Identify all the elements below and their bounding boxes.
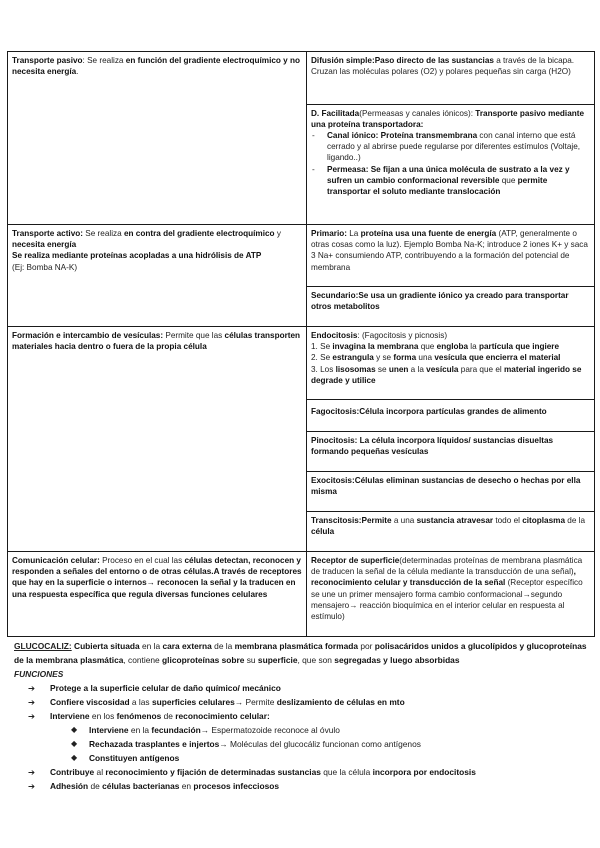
text: Permite	[361, 516, 392, 525]
text: en	[179, 781, 194, 791]
text: cara externa	[162, 641, 212, 651]
text: células bacterianas	[102, 781, 180, 791]
text: (Permeasas y canales iónicos):	[359, 108, 476, 118]
text: lisosomas	[335, 364, 376, 374]
text: (Receptor específico se une un primer mensajero forma cambio conformacional→segundo mensajero→ reacción bioquímica en el interior celular en respuesta al estímulo)	[311, 578, 583, 622]
text: reconocimiento celular:	[175, 711, 270, 721]
passive-transport-label: Transporte pasivo	[12, 56, 83, 65]
text: procesos infecciosos	[193, 781, 280, 791]
primary-label: Primario:	[311, 229, 347, 238]
text: Pinocitosis: La célula incorpora líquidos/ sustancias disueltas formando pequeñas vesículas	[311, 436, 554, 457]
text: Proceso en el cual las	[99, 556, 185, 565]
text: : (Fagocitosis y picnosis)	[357, 331, 448, 340]
text: superficies celulares	[151, 697, 235, 707]
list-item	[311, 130, 590, 164]
text: Exocitosis	[311, 476, 352, 485]
text: proteína usa una fuente de energía	[360, 229, 497, 238]
text: Confiere viscosidad	[50, 697, 130, 707]
diamond-bullet-icon: ◆	[71, 753, 78, 762]
text: por	[358, 641, 375, 651]
secondary-transport-cell	[307, 287, 595, 327]
text: deslizamiento de células en mto	[276, 697, 405, 707]
text: a las	[129, 697, 152, 707]
text: estrangula	[332, 353, 374, 363]
text: glicoproteínas sobre	[162, 655, 245, 665]
text: y se	[373, 353, 394, 363]
communication-label: Comunicación celular:	[12, 556, 100, 565]
list-item	[71, 751, 592, 765]
text: de	[161, 711, 176, 721]
text: Contribuye	[50, 767, 95, 777]
vesicle-cell	[8, 327, 307, 552]
text: necesita energía	[12, 240, 77, 250]
list-item	[71, 737, 592, 751]
active-transport-cell	[8, 225, 307, 327]
text: invagina la membrana	[332, 342, 419, 352]
text: a la	[408, 364, 427, 374]
text: que	[499, 175, 518, 185]
text: todo el	[493, 516, 523, 525]
text: forma	[393, 353, 417, 363]
text: células detectan, reconocen y responden a señales del entorno o de otras células.A través de receptores que hay en la superficie o internos→ reconocen la señal y la traducen en una respuesta específica que regula diversas funciones celulares	[12, 556, 302, 599]
text: Protege a la superficie celular de daño químico/ mecánico	[50, 683, 281, 693]
text: en función del gradiente electroquímico y no necesita energía	[12, 56, 301, 77]
text: al	[94, 767, 106, 777]
table-row	[8, 327, 595, 400]
text: de la	[565, 516, 586, 525]
text: :Células eliminan sustancias de desecho o hechas por ella misma	[311, 476, 581, 497]
arrow-bullet-icon: ➔	[28, 711, 36, 721]
list-item	[311, 164, 590, 198]
list-item	[28, 695, 592, 709]
text: (determinadas proteínas de membrana plasmática de traducen la señal de la célula mediante la transducción de una señal)	[311, 556, 583, 577]
table-row	[8, 552, 595, 637]
table-row	[8, 52, 595, 105]
text: engloba	[436, 342, 469, 352]
text: células transporten materiales hacia dentro o fuera de la propia célula	[12, 331, 301, 352]
text: de la	[211, 641, 235, 651]
list-item	[28, 765, 592, 779]
text: unen	[388, 364, 409, 374]
text: de	[88, 781, 103, 791]
arrow-bullet-icon: ➔	[28, 683, 36, 693]
receptor-cell	[307, 552, 595, 637]
text: Rechazada trasplantes e injertos	[89, 739, 220, 749]
text: , contiene	[123, 655, 163, 665]
text: , reconocimiento celular y transducción de la señal	[311, 567, 576, 588]
text: vesícula	[426, 364, 459, 374]
text: para que el	[458, 364, 505, 374]
diamond-bullet-icon: ◆	[71, 725, 78, 734]
glycocalyx-title: GLUCOCALIZ:	[14, 641, 72, 651]
text: y	[274, 229, 281, 238]
text: Se realiza mediante proteínas acopladas a una hidrólisis de ATP	[12, 251, 262, 261]
primary-transport-cell	[307, 225, 595, 287]
list-item	[28, 709, 592, 723]
text: Cubierta situada	[71, 641, 140, 651]
text: partícula que ingiere	[478, 342, 560, 352]
facilitated-list	[311, 130, 590, 197]
text: : Se realiza	[82, 56, 126, 65]
text: Célula incorpora partículas grandes de alimento	[359, 407, 547, 416]
vesicle-label: Formación e intercambio de vesículas:	[12, 331, 164, 340]
arrow-bullet-icon: ➔	[28, 781, 36, 791]
arrow-bullet-icon: ➔	[28, 767, 36, 777]
text: Fagocitosis:	[311, 407, 360, 416]
text: a través de la bicapa. Cruzan las moléculas polares (O2) y polares pequeñas sin carga (H2O)	[311, 56, 575, 77]
text: → Permite	[234, 697, 277, 707]
table-row	[8, 225, 595, 287]
text: Adhesión	[50, 781, 89, 791]
glycocalyx-section	[14, 639, 592, 793]
text: 2. Se	[311, 353, 333, 363]
text: La	[346, 229, 361, 238]
text: sustancia atravesar	[416, 516, 494, 525]
text: superficie	[257, 655, 298, 665]
endocytosis-label: Endocitosis	[311, 331, 358, 340]
text: (ATP, generalmente o otras cosas como la luz). Ejemplo Bomba Na-K; introduce 2 iones K+ y saca 3 Na+ consumiendo ATP, contribuyendo a la formación del potencial de membrana	[311, 229, 588, 272]
text: con canal interno que está cerrado y al abrirse puede regularse por diferentes estímulos (Voltaje, ligando..)	[327, 130, 581, 163]
facilitated-diffusion-label: D. Facilitada	[311, 108, 360, 118]
text: citoplasma	[522, 516, 565, 525]
text: se	[375, 364, 389, 374]
text: Interviene	[50, 711, 90, 721]
text: en los	[89, 711, 117, 721]
text: polisacáridos unidos a glucolípidos y glucoproteínas de la membrana plasmática	[14, 641, 587, 665]
text: 1. Se	[311, 342, 333, 352]
text: fecundación	[151, 725, 201, 735]
secondary-label: Secundario:	[311, 291, 359, 300]
text: fenómenos	[116, 711, 162, 721]
text: Interviene	[89, 725, 129, 735]
text: célula	[311, 527, 335, 537]
text: Canal iónico: Proteína transmembrana	[327, 130, 478, 140]
list-item	[71, 723, 592, 737]
text: permite transportar el soluto mediante translocación	[327, 175, 548, 196]
simple-diffusion-cell	[307, 52, 595, 105]
text: la	[468, 342, 479, 352]
text: Se realiza	[82, 229, 124, 238]
active-transport-label: Transporte activo:	[12, 229, 83, 238]
transcytosis-cell	[307, 512, 595, 552]
text: reconocimiento y fijación de determinadas sustancias	[105, 767, 321, 777]
membrane-transport-table	[7, 51, 595, 637]
text: vesícula que encierra el material	[434, 353, 561, 363]
phagocytosis-cell	[307, 400, 595, 432]
diamond-bullet-icon: ◆	[71, 739, 78, 748]
glycocalyx-paragraph	[14, 639, 592, 667]
text: , que son	[297, 655, 335, 665]
text: en la	[128, 725, 152, 735]
text: 3. Los	[311, 364, 336, 374]
text: Transporte pasivo mediante una proteína transportadora:	[311, 108, 585, 129]
list-item	[28, 681, 592, 695]
text: .	[76, 67, 79, 77]
text: Permite que las	[163, 331, 225, 340]
dash-bullet: -	[312, 130, 315, 140]
text: en la	[139, 641, 163, 651]
text: :Paso directo de las sustancias	[371, 56, 494, 65]
pinocytosis-cell	[307, 432, 595, 472]
text: → Espermatozoide reconoce al óvulo	[200, 725, 340, 735]
dash-bullet: -	[312, 164, 315, 174]
list-item	[28, 779, 592, 793]
text: Receptor de superficie	[311, 556, 400, 565]
passive-transport-cell	[8, 52, 307, 225]
text: material ingerido se degrade y utilice	[311, 364, 582, 385]
communication-cell	[8, 552, 307, 637]
text: su	[244, 655, 258, 665]
text: → Moléculas del glucocáliz funcionan como antígenos	[219, 739, 421, 749]
text: Transcitosis:	[311, 516, 362, 525]
text: que la célula	[320, 767, 373, 777]
functions-heading: FUNCIONES	[14, 669, 64, 679]
text: Constituyen antígenos	[89, 753, 180, 763]
text: a una	[391, 516, 417, 525]
text: membrana plasmática formada	[234, 641, 359, 651]
arrow-bullet-icon: ➔	[28, 697, 36, 707]
text: incorpora por endocitosis	[372, 767, 476, 777]
text: Permeasa: Se fijan a una única molécula de sustrato a la vez y sufren un cambio conformacional reversible	[327, 164, 570, 185]
endocytosis-cell	[307, 327, 595, 400]
text: que	[418, 342, 437, 352]
simple-diffusion-label: Difusión simple	[311, 56, 372, 65]
exocytosis-cell	[307, 472, 595, 512]
text: segregadas y luego absorbidas	[334, 655, 460, 665]
facilitated-diffusion-cell	[307, 104, 595, 224]
text: (Ej: Bomba NA-K)	[12, 262, 78, 272]
text: una	[416, 353, 435, 363]
text: Se usa un gradiente iónico ya creado para transportar otros metabolitos	[311, 291, 569, 312]
text: en contra del gradiente electroquímico	[123, 229, 275, 238]
